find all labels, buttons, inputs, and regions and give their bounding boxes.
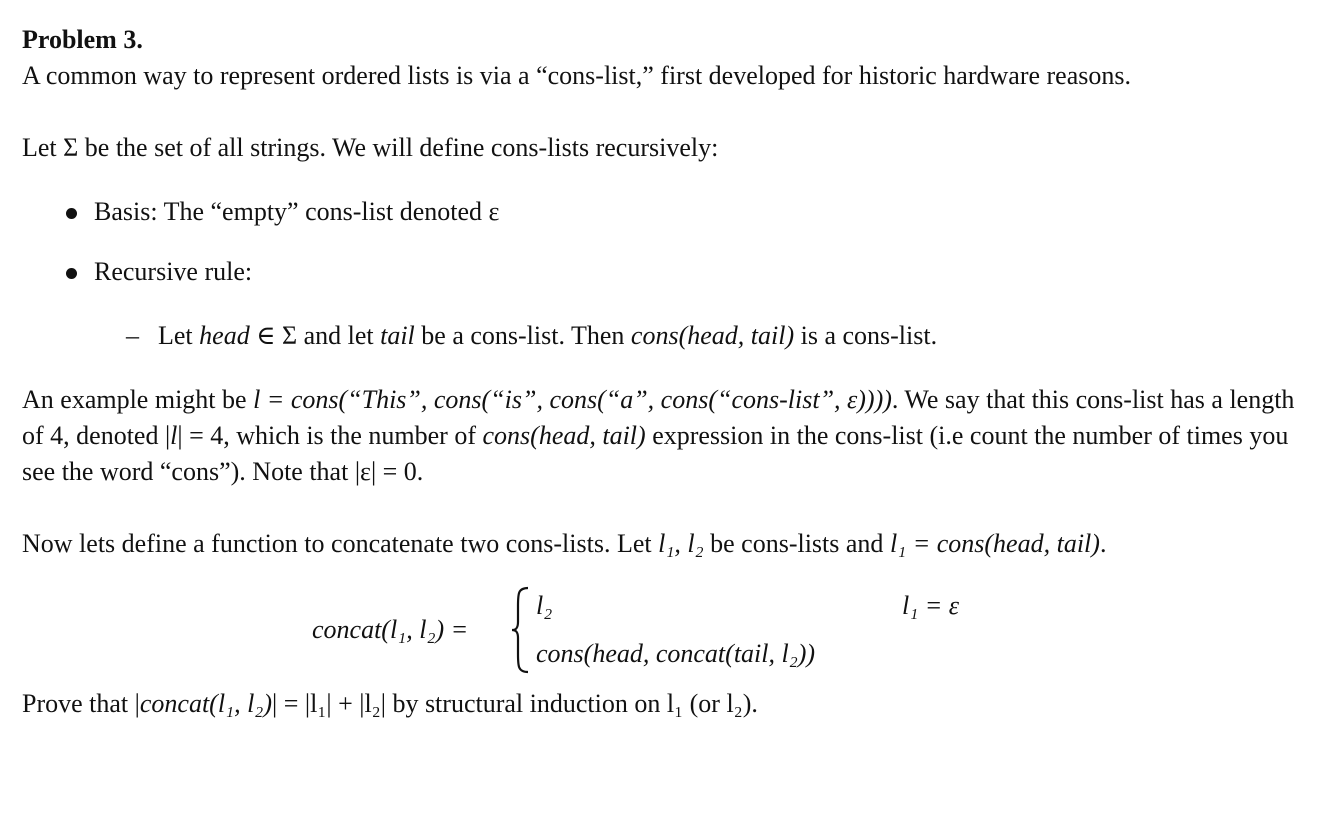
example-paragraph: An example might be l = cons(“This”, cons(“is”, cons(“a”, cons(“cons-list”, ε)))). We say that this cons-list has a length of 4, denoted |l| = 4, which is the number of cons(head, tail) expression in the cons-list (i.e count the number of times you see the word “cons”). Note that |ε| = 0. <box>22 385 1295 486</box>
concat-call: concat(l₁, l₂) <box>139 689 273 718</box>
basis-text: Basis: The “empty” cons-list denoted ε <box>94 197 500 226</box>
l1-definition: l₁ = cons(head, tail) <box>889 529 1100 558</box>
case1-value: l₂ <box>536 591 553 620</box>
cons-expression: cons(head, tail) <box>630 321 795 350</box>
example-expression: l = cons(“This”, cons(“is”, cons(“a”, cons(“cons-list”, ε)))) <box>253 385 892 414</box>
left-brace-icon <box>510 586 532 674</box>
basis-item <box>66 194 1312 230</box>
concat-intro: Now lets define a function to concatenate two cons-lists. Let l₁, l₂ be cons-lists and l₁ = cons(head, tail). <box>22 529 1107 558</box>
prove-statement: Prove that |concat(l₁, l₂)| = |l₁| + |l₂| by structural induction on l₁ (or l₂). <box>22 689 758 718</box>
problem-document <box>22 22 1312 722</box>
definition-intro: Let Σ be the set of all strings. We will define cons-lists recursively: <box>22 133 719 162</box>
list-vars: l₁, l₂ <box>658 529 704 558</box>
intro-paragraph: A common way to represent ordered lists is via a “cons-list,” first developed for historic hardware reasons. <box>22 61 1131 90</box>
equation-lhs: concat(l₁, l₂) = <box>312 615 469 644</box>
recursive-rule-text: Recursive rule: <box>94 257 253 286</box>
problem-title: Problem 3. <box>22 25 143 54</box>
dash-icon: – <box>126 321 139 350</box>
definition-list <box>22 194 1312 290</box>
case1-condition: l₁ = ε <box>902 591 960 620</box>
tail-var: tail <box>380 321 415 350</box>
concat-equation <box>22 582 1312 678</box>
l-var: l <box>170 421 178 450</box>
bullet-icon <box>66 208 77 219</box>
recursive-rule-detail: – Let head ∈ Σ and let tail be a cons-list. Then cons(head, tail) is a cons-list. <box>22 318 1312 354</box>
bullet-icon <box>66 268 77 279</box>
head-var: head <box>199 321 250 350</box>
recursive-rule-item <box>66 254 1312 290</box>
cons-expression: cons(head, tail) <box>482 421 646 450</box>
case2-value: cons(head, concat(tail, l₂)) <box>536 639 816 668</box>
